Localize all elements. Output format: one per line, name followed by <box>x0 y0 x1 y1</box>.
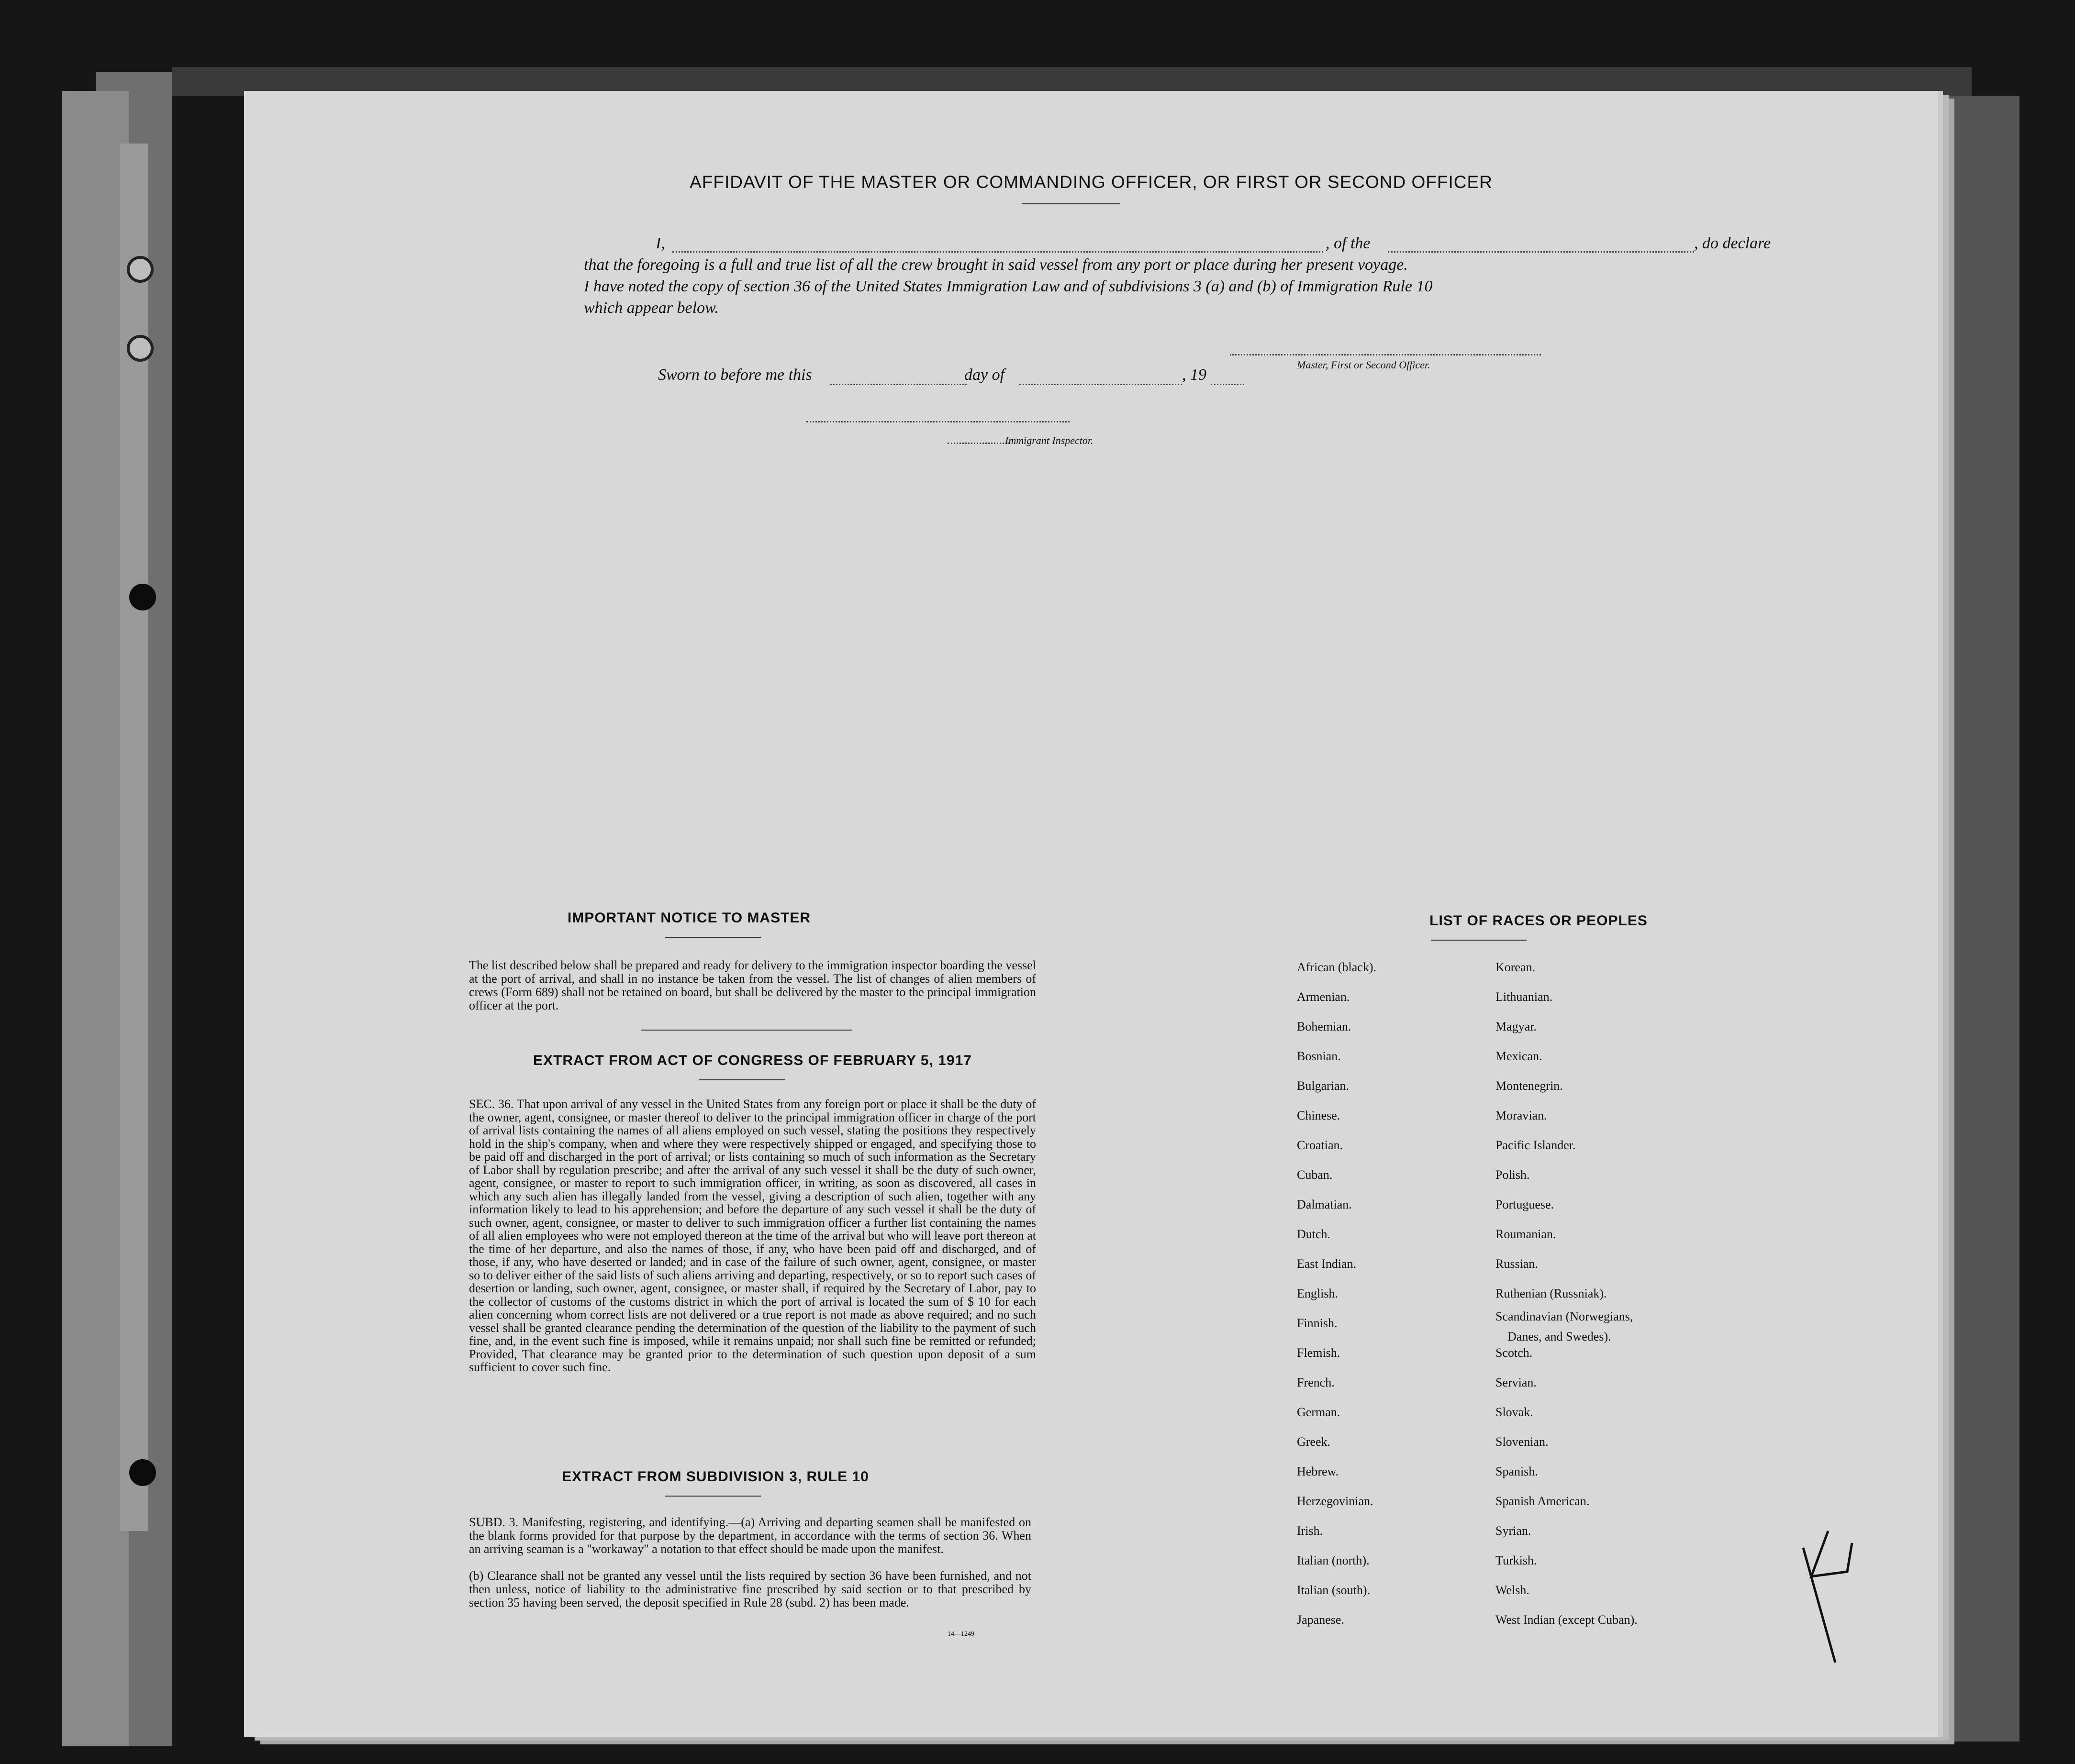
sworn-label: Sworn to before me this <box>658 366 812 384</box>
day-of-label: day of <box>964 366 1005 384</box>
rule-text-b: (b) Clearance shall not be granted any vessel until the lists required by section 36 have been furnished, and not then unless, notice of liability to the administrative fine prescribed by said section or to that prescribed by section 35 having been served, the deposit specified in Rule 28 (subd. 2) has been made. <box>469 1569 1031 1609</box>
race-item: Ruthenian (Russniak). <box>1495 1287 1607 1300</box>
handwritten-mark-icon <box>1795 1526 1862 1665</box>
race-item: Slovak. <box>1495 1405 1533 1419</box>
section-divider <box>641 1030 852 1031</box>
race-item: Bohemian. <box>1297 1020 1351 1033</box>
race-item: Magyar. <box>1495 1020 1537 1033</box>
race-item: African (black). <box>1297 960 1377 974</box>
race-item: Croatian. <box>1297 1138 1343 1152</box>
race-item: Mexican. <box>1495 1049 1542 1063</box>
race-item: Danes, and Swedes). <box>1507 1330 1611 1343</box>
affidavit-line: which appear below. <box>584 299 719 317</box>
rule-text-a: SUBD. 3. Manifesting, registering, and identifying.—(a) Arriving and departing seamen shall be manifested on the blank forms provided for that purpose by the department, in accordance with the terms of section 36. When an arriving seaman is a "workaway" a notation to that effect should be made upon the manifest. <box>469 1515 1031 1556</box>
document-page <box>244 91 1938 1737</box>
race-item: Turkish. <box>1495 1553 1537 1567</box>
notice-text: The list described below shall be prepared and ready for delivery to the immigration inspector boarding the vessel at the port of arrival, and shall in no instance be taken from the vessel. The list of changes of alien members of crews (Form 689) shall not be retained on board, but shall be delivered by the master to the principal immigration officer at the port. <box>469 958 1036 1012</box>
race-item: English. <box>1297 1287 1338 1300</box>
name-field[interactable] <box>672 251 1323 253</box>
race-item: Servian. <box>1495 1376 1537 1389</box>
year-label: , 19 <box>1182 366 1206 384</box>
affidavit-of-the: , of the <box>1326 234 1371 252</box>
affidavit-line: that the foregoing is a full and true list of all the crew brought in said vessel from any port or place during her present voyage. <box>584 256 1408 274</box>
inspector-dots <box>948 443 1010 444</box>
inspector-signature-field[interactable] <box>806 421 1070 422</box>
race-item: Chinese. <box>1297 1109 1340 1122</box>
race-item: Flemish. <box>1297 1346 1340 1360</box>
binder-hole-icon <box>129 584 156 610</box>
heading-rule <box>665 937 761 938</box>
race-item: Spanish. <box>1495 1464 1538 1478</box>
race-item: Finnish. <box>1297 1316 1338 1330</box>
race-item: French. <box>1297 1376 1335 1389</box>
race-item: West Indian (except Cuban). <box>1495 1613 1638 1627</box>
race-item: Moravian. <box>1495 1109 1547 1122</box>
heading-rule <box>1431 940 1527 941</box>
race-item: Montenegrin. <box>1495 1079 1563 1093</box>
race-item: East Indian. <box>1297 1257 1357 1271</box>
race-item: Dalmatian. <box>1297 1198 1352 1211</box>
inspector-caption: Immigrant Inspector. <box>1005 434 1093 446</box>
binder-hole-icon <box>129 1459 156 1486</box>
race-item: Greek. <box>1297 1435 1331 1449</box>
race-item: Roumanian. <box>1495 1227 1556 1241</box>
rule-heading: EXTRACT FROM SUBDIVISION 3, RULE 10 <box>562 1469 869 1485</box>
race-item: Japanese. <box>1297 1613 1344 1627</box>
race-item: Italian (north). <box>1297 1553 1370 1567</box>
affidavit-declare: , do declare <box>1694 234 1771 252</box>
act-heading: EXTRACT FROM ACT OF CONGRESS OF FEBRUARY 5, 1917 <box>533 1053 972 1068</box>
master-caption: Master, First or Second Officer. <box>1297 359 1430 371</box>
race-item: Pacific Islander. <box>1495 1138 1576 1152</box>
master-signature-field[interactable] <box>1230 354 1541 355</box>
race-item: Russian. <box>1495 1257 1538 1271</box>
month-field[interactable] <box>1019 384 1182 385</box>
sworn-date-field[interactable] <box>830 384 967 385</box>
race-item: Spanish American. <box>1495 1494 1590 1508</box>
affidavit-i: I, <box>656 234 665 252</box>
binder-hole-icon <box>127 256 154 283</box>
vessel-field[interactable] <box>1388 251 1694 253</box>
race-item: Dutch. <box>1297 1227 1331 1241</box>
act-text: SEC. 36. That upon arrival of any vessel in the United States from any foreign port or place it shall be the duty of the owner, agent, consignee, or master thereof to deliver to the principal immigration officer in charge of the port of arrival lists containing the names of all aliens employed on such vessel, stating the positions they respectively hold in the ship's company, when and where they were respectively shipped or engaged, and specifying those to be paid off and discharged in the port of arrival; or lists containing so much of such information as the Secretary of Labor shall by regulation prescribe; and after the arrival of any such vessel it shall be the duty of such owner, agent, consignee, or master to report to such immigration officer, in writing, as soon as discovered, all cases in which any such alien has illegally landed from the vessel, giving a description of such alien, together with any information likely to lead to his apprehension; and before the departure of any such vessel it shall be the duty of such owner, agent, consignee, or master to deliver to such immigration officer a further list containing the names of all alien employees who were not employed thereon at the time of the arrival but who will leave port thereon at the time of her departure, and also the names of those, if any, who have been paid off and discharged, and of those, if any, who have deserted or landed; and in case of the failure of such owner, agent, consignee, or master so to deliver either of the said lists of such aliens arriving and departing, respectively, or so to report such cases of desertion or landing, such owner, agent, consignee, or master shall, if required by the Secretary of Labor, pay to the collector of customs of the customs district in which the port of arrival is located the sum of $ 10 for each alien concerning whom correct lists are not delivered or a true report is not made as above required; and no such vessel shall be granted clearance pending the determination of the question of the liability to the payment of such fine, and, in the event such fine is imposed, while it remains unpaid; nor shall such fine be remitted or refunded; Provided, That clearance may be granted prior to the determination of such question upon deposit of a sum sufficient to cover such fine. <box>469 1097 1036 1374</box>
race-item: Hebrew. <box>1297 1464 1339 1478</box>
race-item: Welsh. <box>1495 1583 1529 1597</box>
race-item: Cuban. <box>1297 1168 1333 1182</box>
race-item: Irish. <box>1297 1524 1323 1538</box>
race-item: Bosnian. <box>1297 1049 1341 1063</box>
race-item: Syrian. <box>1495 1524 1531 1538</box>
heading-rule <box>665 1496 761 1497</box>
year-field[interactable] <box>1211 384 1244 385</box>
race-item: Polish. <box>1495 1168 1530 1182</box>
affidavit-title: AFFIDAVIT OF THE MASTER OR COMMANDING OFFICER, OR FIRST OR SECOND OFFICER <box>690 172 1493 192</box>
race-item: Lithuanian. <box>1495 990 1553 1004</box>
form-number: 14—1249 <box>948 1631 974 1638</box>
binder-strip <box>62 91 129 1746</box>
race-item: Portuguese. <box>1495 1198 1554 1211</box>
race-item: Herzegovinian. <box>1297 1494 1373 1508</box>
affidavit-line: I have noted the copy of section 36 of the United States Immigration Law and of subdivisions 3 (a) and (b) of Immigration Rule 10 <box>584 277 1433 295</box>
race-item: Korean. <box>1495 960 1536 974</box>
page-edge <box>1933 96 2019 1742</box>
race-item: German. <box>1297 1405 1340 1419</box>
title-underline <box>1022 203 1120 204</box>
race-item: Slovenian. <box>1495 1435 1549 1449</box>
binder-hole-icon <box>127 335 154 362</box>
race-item: Scotch. <box>1495 1346 1533 1360</box>
notice-heading: IMPORTANT NOTICE TO MASTER <box>567 910 811 926</box>
heading-rule <box>699 1079 785 1080</box>
race-item: Italian (south). <box>1297 1583 1371 1597</box>
race-item: Bulgarian. <box>1297 1079 1350 1093</box>
race-item: Armenian. <box>1297 990 1350 1004</box>
race-item: Scandinavian (Norwegians, <box>1495 1309 1633 1323</box>
races-heading: LIST OF RACES OR PEOPLES <box>1429 913 1648 929</box>
